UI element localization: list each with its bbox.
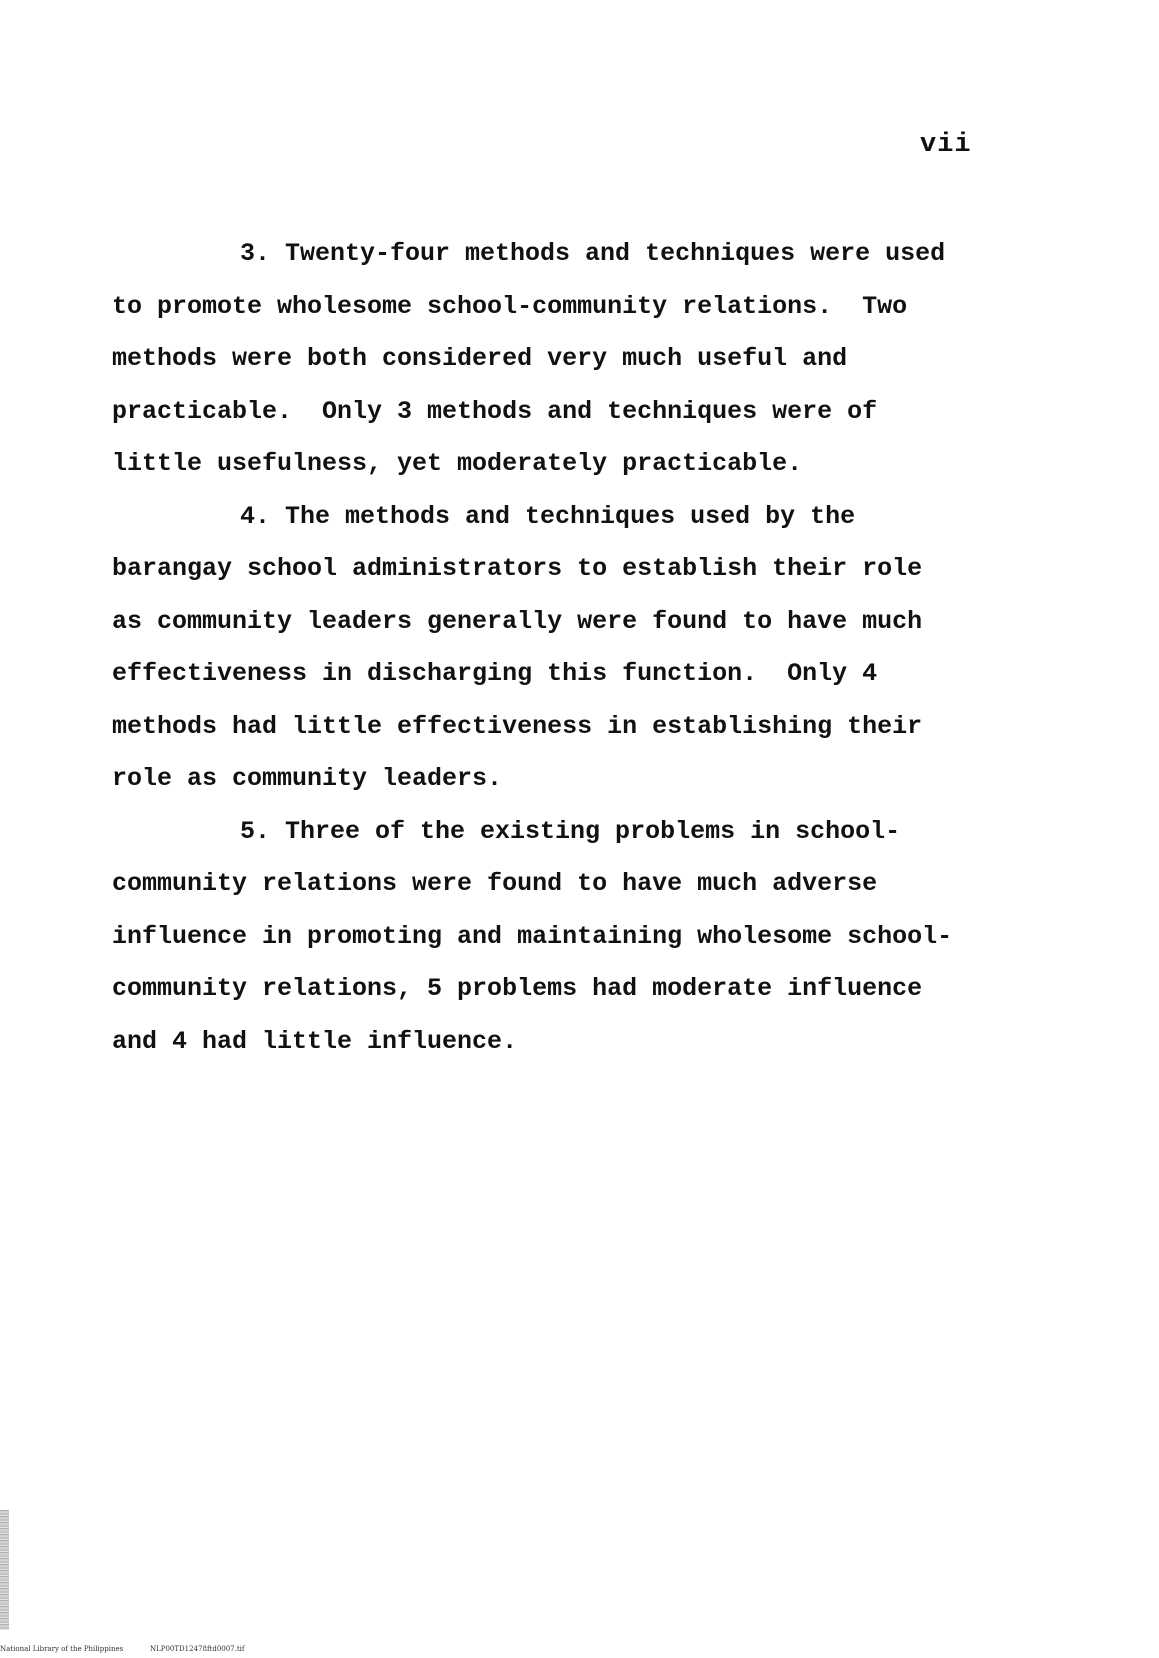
paragraph-3-line-2: to promote wholesome school-community relations. Two xyxy=(112,291,908,321)
paragraph-4-line-5: methods had little effectiveness in establishing their xyxy=(112,711,923,741)
paragraph-3-line-4: practicable. Only 3 methods and techniques were of xyxy=(112,396,878,426)
body-text xyxy=(112,228,992,1068)
paragraph-4-line-3: as community leaders generally were found to have much xyxy=(112,606,923,636)
paragraph-3-line-3: methods were both considered very much useful and xyxy=(112,344,848,373)
page-number: vii xyxy=(920,130,972,160)
footer-filename: NLP00TD12478ftd0007.tif xyxy=(150,1645,245,1653)
paragraph-4-line-2: barangay school administrators to establish their role xyxy=(112,554,923,583)
scan-edge-mark xyxy=(0,1510,9,1630)
footer-source: National Library of the Philippines xyxy=(0,1645,124,1653)
paragraph-5-line-3: influence in promoting and maintaining wholesome school- xyxy=(112,921,953,951)
paragraph-5-line-1: 5. Three of the existing problems in school- xyxy=(240,816,901,846)
paragraph-4-line-6: role as community leaders. xyxy=(112,764,503,793)
paragraph-5-line-2: community relations were found to have much adverse xyxy=(112,869,878,898)
paragraph-4-line-4: effectiveness in discharging this function. Only 4 xyxy=(112,659,878,688)
paragraph-4-line-1: 4. The methods and techniques used by the xyxy=(240,501,856,531)
paragraph-5-line-4: community relations, 5 problems had moderate influence xyxy=(112,974,923,1003)
paragraph-5-line-5: and 4 had little influence. xyxy=(112,1026,518,1056)
paragraph-3-line-5: little usefulness, yet moderately practicable. xyxy=(112,449,803,478)
paragraph-3-line-1: 3. Twenty-four methods and techniques were used xyxy=(240,239,946,268)
